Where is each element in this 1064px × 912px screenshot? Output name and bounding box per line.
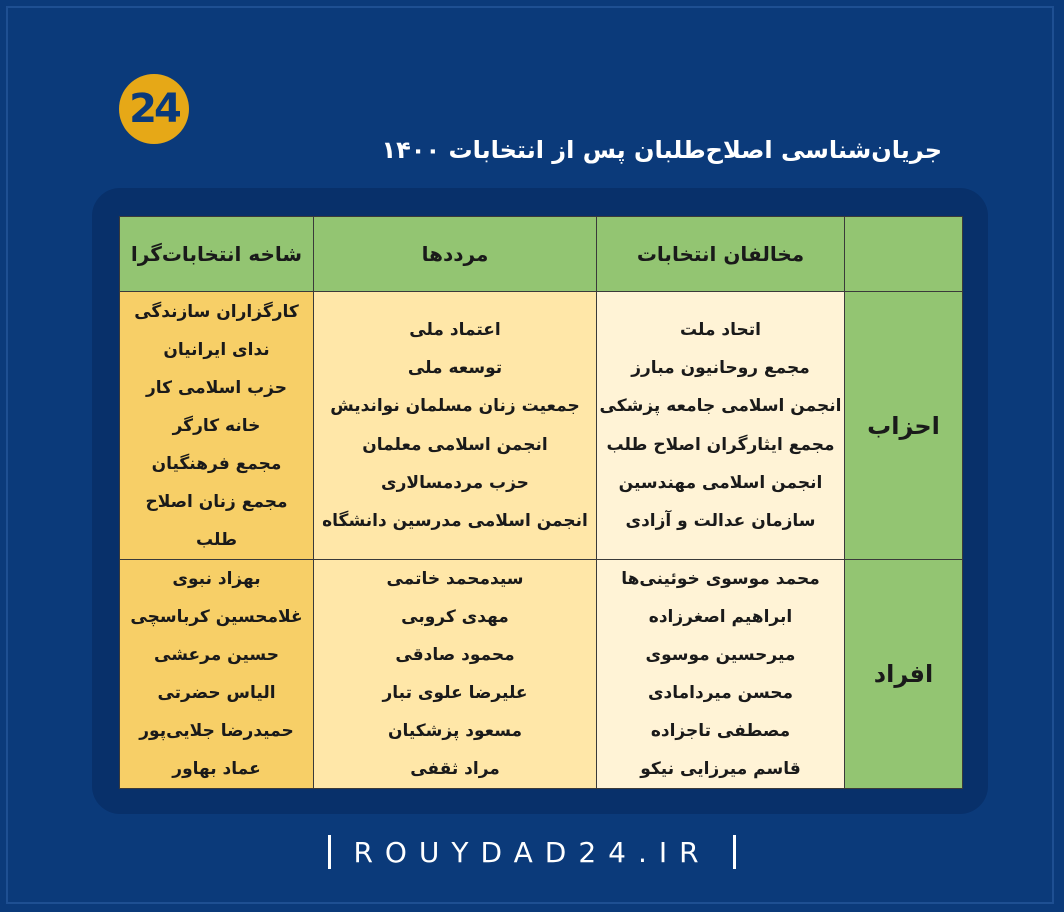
list-item: سازمان عدالت و آزادی <box>625 511 816 532</box>
row-label-parties: احزاب <box>845 292 963 560</box>
list-item: مجمع ایثارگران اصلاح طلب <box>606 434 835 455</box>
list-item: انجمن اسلامی مهندسین <box>618 472 823 493</box>
header-electoralist: شاخه انتخابات‌گرا <box>120 217 314 292</box>
list-item: قاسم میرزایی نیکو <box>640 759 801 779</box>
list-item: مجمع فرهنگیان <box>151 453 282 474</box>
cell-parties-undecided <box>314 292 597 560</box>
footer-url[interactable]: ROUYDAD24.IR <box>353 835 711 869</box>
list-item: انجمن اسلامی معلمان <box>362 434 548 455</box>
list-item: خانه کارگر <box>172 415 261 436</box>
header-row <box>120 217 963 292</box>
list-item: ندای ایرانیان <box>163 339 270 360</box>
cell-parties-opponents <box>597 292 845 560</box>
cell-parties-electoralist <box>120 292 314 560</box>
table-row <box>120 292 963 560</box>
list-item: عماد بهاور <box>172 759 261 779</box>
footer <box>0 834 1064 870</box>
list-item: جمعیت زنان مسلمان نواندیش <box>330 396 580 417</box>
header-empty <box>845 217 963 292</box>
list-item: کارگزاران سازندگی <box>134 301 299 322</box>
page-title: جریان‌شناسی اصلاح‌طلبان پس از انتخابات ۱۴۰۰ <box>381 136 942 164</box>
logo <box>119 74 189 144</box>
footer-bar-right <box>733 835 736 869</box>
list-item: الیاس حضرتی <box>157 683 276 703</box>
list-item: انجمن اسلامی جامعه پزشکی <box>599 396 842 417</box>
list-item: محمد موسوی خوئینی‌ها <box>621 569 820 589</box>
list-item: توسعه ملی <box>407 357 503 378</box>
list-item: میرحسین موسوی <box>645 645 796 665</box>
list-item: مجمع روحانیون مبارز <box>631 357 810 378</box>
list-item: محسن میردامادی <box>647 683 794 703</box>
factions-table <box>119 216 963 789</box>
logo-text: 24 <box>129 86 179 132</box>
list-item: مسعود پزشکیان <box>387 721 523 741</box>
list-item: مراد ثقفی <box>410 759 500 779</box>
list-item: اتحاد ملت <box>680 319 761 340</box>
list-item: غلامحسین کرباسچی <box>130 607 303 627</box>
cell-individuals-opponents <box>597 560 845 789</box>
list-item: مهدی کروبی <box>401 607 509 627</box>
list-item: محمود صادقی <box>395 645 515 665</box>
title-bar <box>381 134 962 166</box>
row-label-individuals: افراد <box>845 560 963 789</box>
list-item: حزب مردمسالاری <box>381 472 529 493</box>
list-item: حسین مرعشی <box>154 645 279 665</box>
list-item: ابراهیم اصغرزاده <box>648 607 793 627</box>
list-item: اعتماد ملی <box>409 319 501 340</box>
header-undecided: مرددها <box>314 217 597 292</box>
list-item: طلب <box>196 529 237 550</box>
list-item: بهزاد نبوی <box>172 569 261 589</box>
footer-bar-left <box>328 835 331 869</box>
list-item: علیرضا علوی تبار <box>382 683 528 703</box>
list-item: مصطفی تاجزاده <box>650 721 791 741</box>
table-row <box>120 560 963 789</box>
list-item: حزب اسلامی کار <box>146 377 287 398</box>
list-item: سیدمحمد خاتمی <box>386 569 524 589</box>
cell-individuals-electoralist <box>120 560 314 789</box>
list-item: انجمن اسلامی مدرسین دانشگاه <box>322 511 588 532</box>
cell-individuals-undecided <box>314 560 597 789</box>
list-item: حمیدرضا جلایی‌پور <box>139 721 294 741</box>
list-item: مجمع زنان اصلاح <box>145 491 288 512</box>
header-opponents: مخالفان انتخابات <box>597 217 845 292</box>
